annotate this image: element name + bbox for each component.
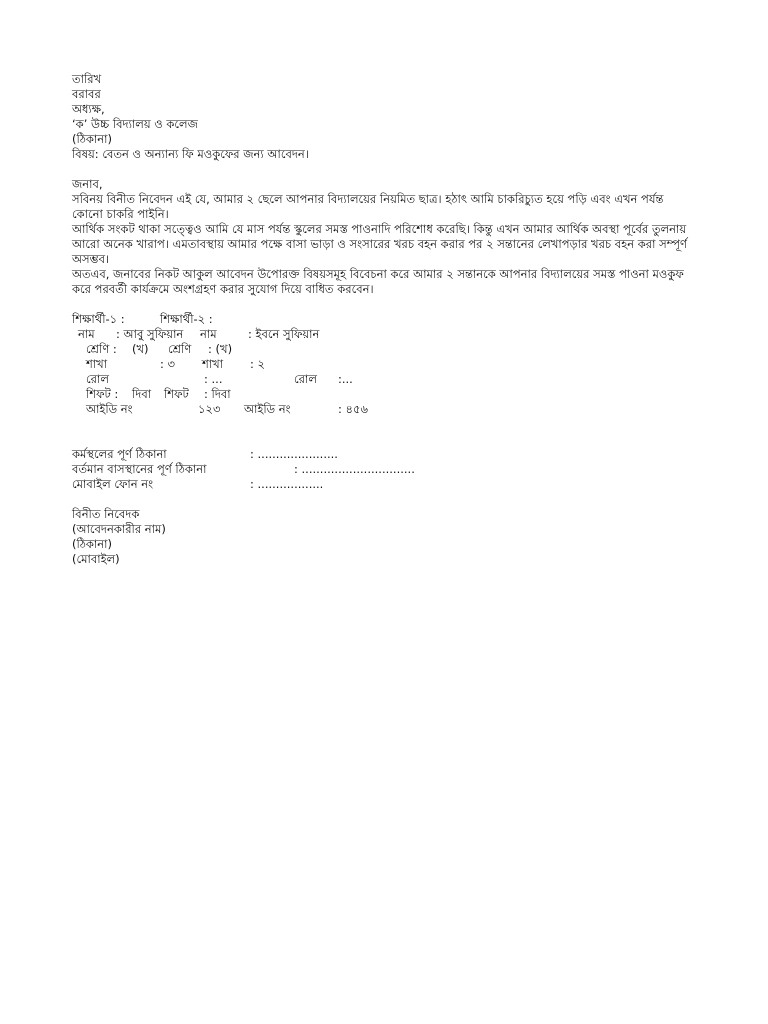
student-1-id: ১২৩ xyxy=(198,402,221,416)
institution-name: ‘ক’ উচ্চ বিদ্যালয় ও কলেজ xyxy=(72,117,198,131)
roll-label-2: রোল xyxy=(294,372,317,386)
workplace-label: কর্মস্থলের পূর্ণ ঠিকানা xyxy=(72,447,167,461)
branch-label: শাখা xyxy=(86,357,108,371)
student-1-class: (খ) xyxy=(132,342,149,356)
student-branch-row xyxy=(72,357,692,372)
student-2-branch: : ২ xyxy=(250,357,266,371)
to-line: বরাবর xyxy=(72,87,101,101)
id-label-2: আইডি নং xyxy=(244,402,291,416)
student-2-class: : (খ) xyxy=(208,342,233,356)
body-paragraph-1: সবিনয় বিনীত নিবেদন এই যে, আমার ২ ছেলে আপনার বিদ্যালয়ের নিয়মিত ছাত্র। হঠাৎ আমি চাকরিচ্যুত হয়ে পড়ি এবং এখন পর্যন্ত কোনো চাকরি পাইনি। xyxy=(72,192,664,221)
student-2-roll: :... xyxy=(338,372,353,386)
shift-label-2: শিফট xyxy=(164,387,189,401)
student-1-heading: শিক্ষার্থী-১ : xyxy=(72,312,125,326)
id-label: আইডি নং xyxy=(86,402,133,416)
student-1-name: : আবু সুফিয়ান xyxy=(116,327,184,341)
date-line: তারিখ xyxy=(72,72,102,86)
body-paragraph-2: আর্থিক সংকট থাকা সত্ত্বেও আমি যে মাস পর্যন্ত স্কুলের সমস্ত পাওনাদি পরিশোধ করেছি। কিন্তু এখন আমার আর্থিক অবস্থা পূর্বের তুলনায় আরো অনেক খারাপ। এমতাবস্থায় আমার পক্ষে বাসা ভাড়া ও সংসারের খরচ বহন করার পর ২ সন্তানের লেখাপড়ার খরচ বহন করা সম্পূর্ণ অসম্ভব। xyxy=(72,222,687,266)
body-paragraph-3: অতএব, জনাবের নিকট আকুল আবেদন উপোরক্ত বিষয়সমূহ বিবেচনা করে আমার ২ সন্তানকে আপনার বিদ্যালয়ের সমস্ত পাওনা মওকুফ করে পরবর্তী কার্যক্রমে অংশগ্রহণ করার সুযোগ দিয়ে বাধিত করবেন। xyxy=(72,267,684,296)
applicant-name: (আবেদনকারীর নাম) xyxy=(72,522,166,536)
recipient-title: অধ্যক্ষ, xyxy=(72,102,105,116)
name-label-2: নাম xyxy=(200,327,217,341)
student-headings xyxy=(72,312,692,327)
residence-value: : ............................... xyxy=(294,462,415,476)
student-class-row xyxy=(72,342,692,357)
institution-address: (ঠিকানা) xyxy=(72,132,112,146)
student-1-shift: দিবা xyxy=(132,387,152,401)
applicant-mobile: (মোবাইল) xyxy=(72,552,120,566)
student-2-id: : ৪৫৬ xyxy=(338,402,368,416)
phone-label: মোবাইল ফোন নং xyxy=(72,477,154,491)
student-2-heading: শিক্ষার্থী-২ : xyxy=(160,312,213,326)
closing: বিনীত নিবেদক xyxy=(72,507,140,521)
name-label: নাম xyxy=(78,327,95,341)
student-id-row xyxy=(72,402,692,417)
student-1-roll: : ... xyxy=(204,372,223,386)
student-1-branch: : ৩ xyxy=(160,357,176,371)
student-roll-row xyxy=(72,372,692,387)
phone-value: : .................. xyxy=(250,477,324,491)
salutation: জনাব, xyxy=(72,177,103,191)
residence-row xyxy=(72,462,692,477)
class-label: শ্রেণি : xyxy=(86,342,117,356)
application-letter xyxy=(72,72,692,567)
phone-row xyxy=(72,477,692,492)
student-2-shift: : দিবা xyxy=(204,387,231,401)
class-label-2: শ্রেণি xyxy=(168,342,192,356)
student-shift-row xyxy=(72,387,692,402)
workplace-value: : ...................... xyxy=(250,447,338,461)
student-2-name: : ইবনে সুফিয়ান xyxy=(248,327,320,341)
branch-label-2: শাখা xyxy=(202,357,224,371)
residence-label: বর্তমান বাসস্থানের পূর্ণ ঠিকানা xyxy=(72,462,207,476)
roll-label: রোল xyxy=(86,372,109,386)
applicant-address: (ঠিকানা) xyxy=(72,537,112,551)
student-name-row xyxy=(72,327,692,342)
shift-label: শিফট : xyxy=(86,387,119,401)
subject-line: বিষয়: বেতন ও অন্যান্য ফি মওকুফের জন্য আবেদন। xyxy=(72,147,309,161)
workplace-row xyxy=(72,447,692,462)
